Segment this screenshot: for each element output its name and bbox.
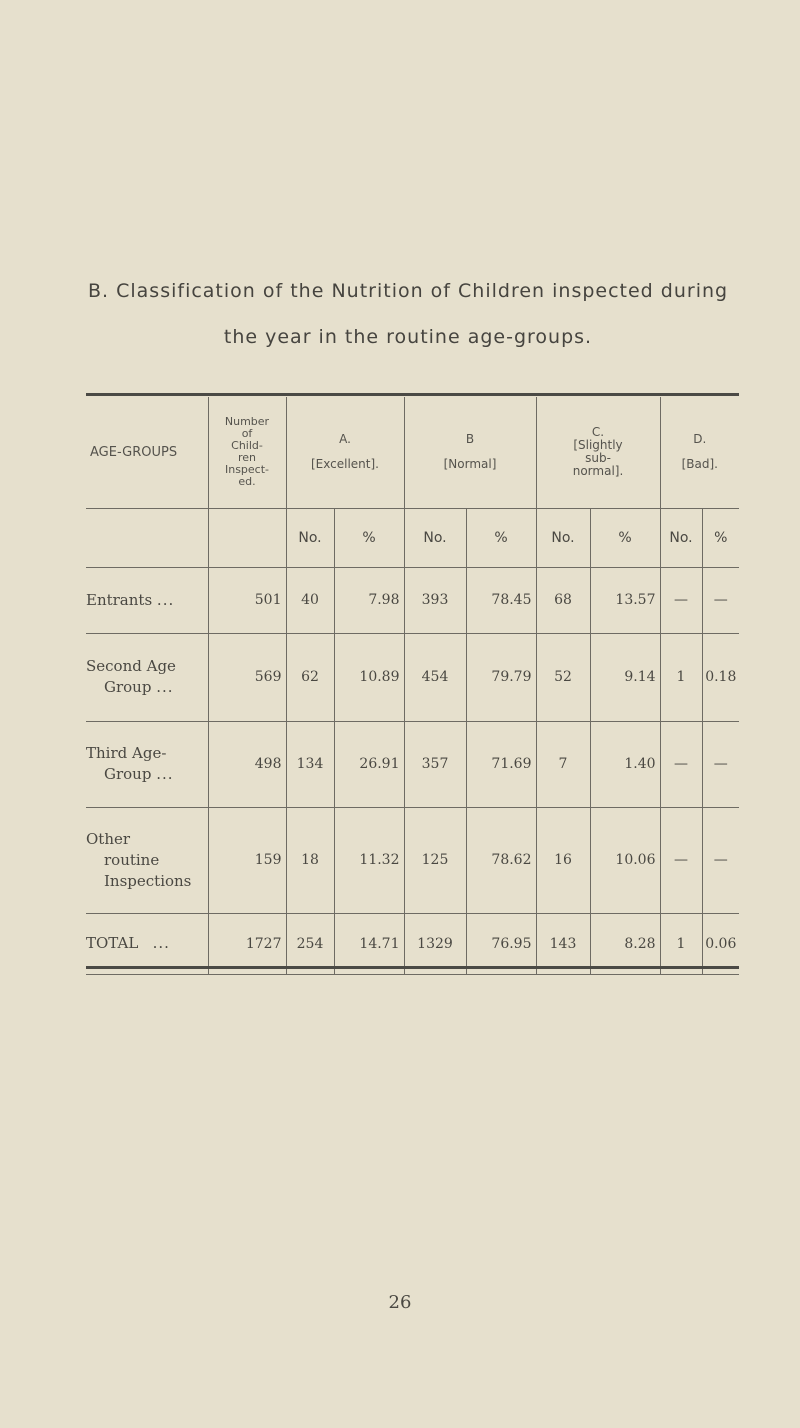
title-line-1: B. Classification of the Nutrition of Children inspected during xyxy=(88,280,729,302)
number-inspected-header: Number of Child- ren Inspect- ed. xyxy=(208,397,286,508)
b-no-header: No. xyxy=(404,508,466,567)
d-no-header: No. xyxy=(660,508,702,567)
table-row: Other routine Inspections 159 18 11.32 125 78.62 16 10.06 — — xyxy=(86,807,739,913)
grade-c-header: C. [Slightly sub- normal]. xyxy=(536,397,660,508)
bottom-rule xyxy=(86,966,739,969)
c-pct-header: % xyxy=(590,508,660,567)
a-pct-header: % xyxy=(334,508,404,567)
total-row: TOTAL ... 1727 254 14.71 1329 76.95 143 8.28 1 0.06 xyxy=(86,913,739,974)
d-pct-header: % xyxy=(702,508,739,567)
grade-d-header: D. [Bad]. xyxy=(660,397,739,508)
b-pct-header: % xyxy=(466,508,536,567)
row-label: Other routine Inspections xyxy=(86,807,208,913)
header-row xyxy=(86,397,739,508)
table-row: Second Age Group ... 569 62 10.89 454 79.79 52 9.14 1 0.18 xyxy=(86,633,739,721)
table-row: Third Age- Group ... 498 134 26.91 357 71.69 7 1.40 — — xyxy=(86,721,739,807)
row-label: Second Age Group ... xyxy=(86,633,208,721)
page-number: 26 xyxy=(388,1292,412,1313)
top-rule xyxy=(86,393,739,396)
table-title xyxy=(88,276,748,352)
grade-a-header: A. [Excellent]. xyxy=(286,397,404,508)
age-groups-header: AGE-GROUPS xyxy=(90,444,178,460)
a-no-header: No. xyxy=(286,508,334,567)
row-label: Third Age- Group ... xyxy=(86,721,208,807)
table-row: Entrants ... 501 40 7.98 393 78.45 68 13.57 — — xyxy=(86,567,739,633)
subheader-row xyxy=(86,508,739,567)
row-label: Entrants ... xyxy=(86,567,208,633)
title-line-2: the year in the routine age-groups. xyxy=(223,326,593,348)
c-no-header: No. xyxy=(536,508,590,567)
nutrition-table xyxy=(86,397,739,975)
grade-b-header: B [Normal] xyxy=(404,397,536,508)
row-label: TOTAL ... xyxy=(86,913,208,974)
